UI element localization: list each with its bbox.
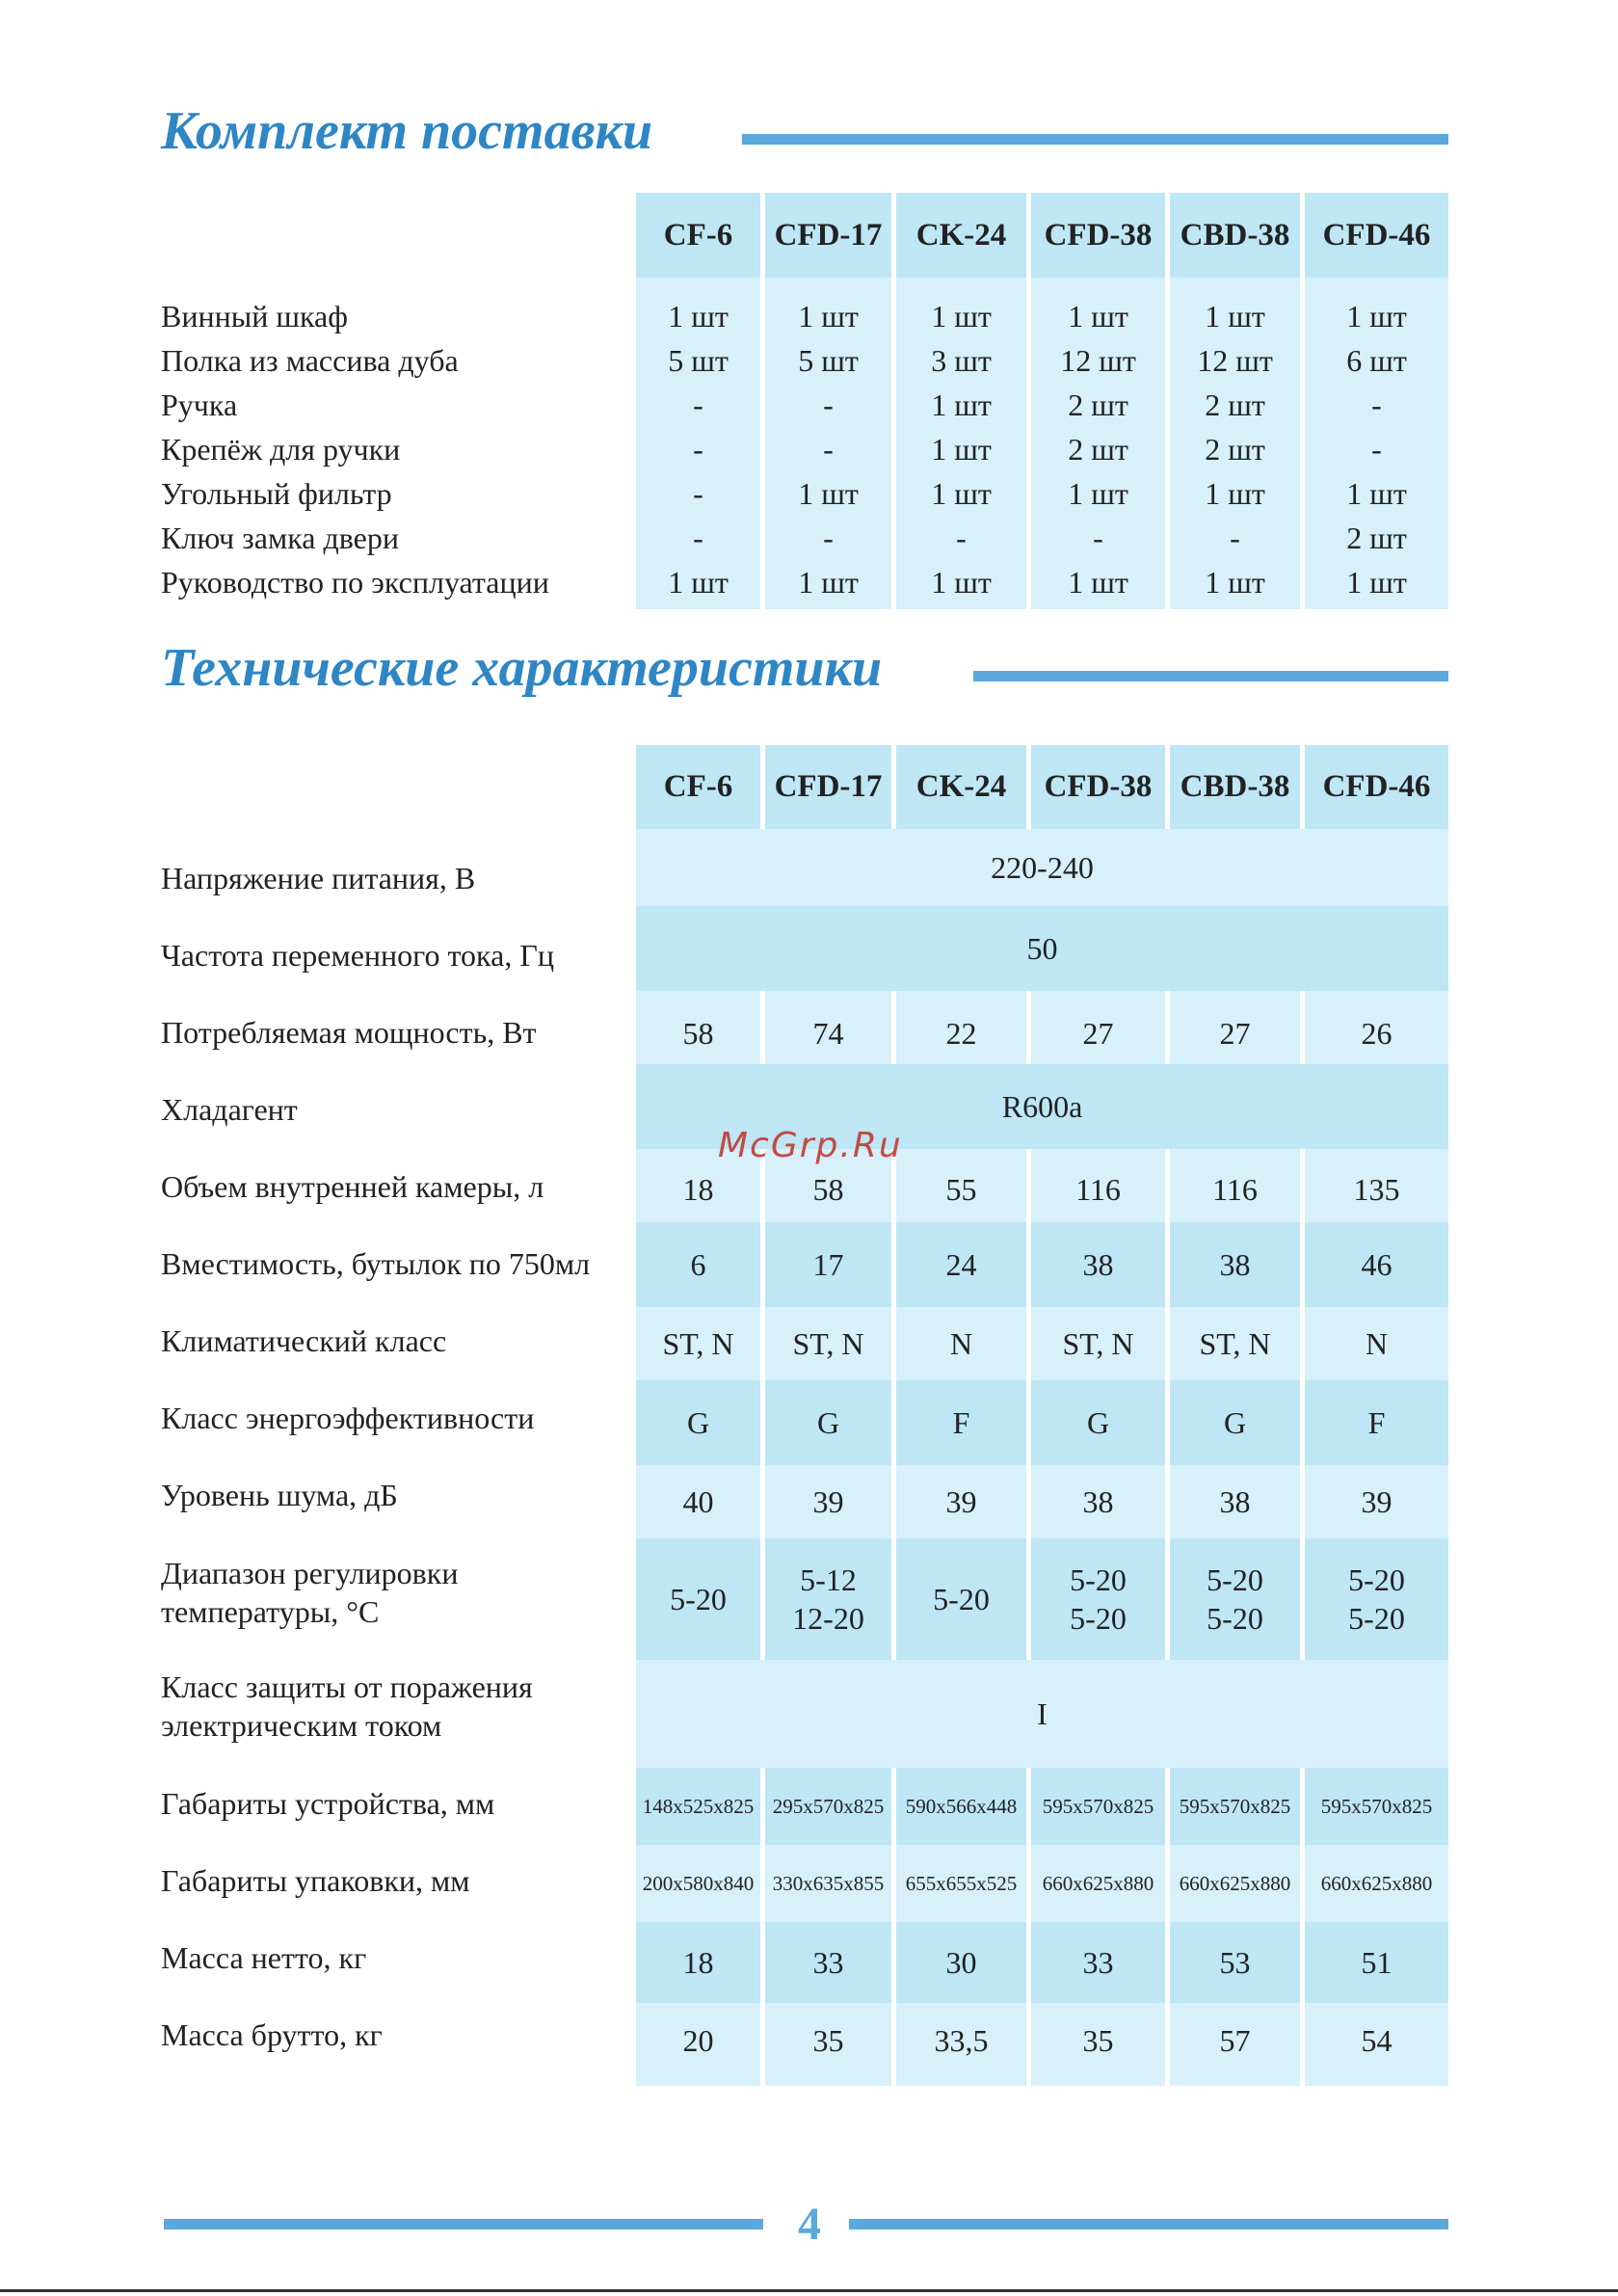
table-cell: 595x570x825 [1320,1795,1433,1818]
table-cell: 27 [1082,1016,1114,1051]
table-cell: G [816,1405,840,1440]
row-label: Полка из массива дуба [161,343,459,378]
section-title-specs: Технические характеристики [161,638,883,698]
table-cell: - [956,521,967,555]
table-cell: 39 [945,1484,977,1519]
table-cell: 116 [1212,1172,1258,1207]
model-header: CFD-46 [1305,745,1448,829]
table-cell: 1 шт [931,387,992,422]
table-cell: 2 шт [1068,432,1128,467]
table-cell: 2 шт [1205,432,1265,467]
table-cell: 39 [812,1484,844,1519]
table-cell: 1 шт [931,476,992,511]
table-cell: 1 шт [931,299,992,334]
footer-rule-right [849,2219,1448,2229]
table-cell: 55 [945,1172,977,1207]
row-label: Хладагент [161,1092,298,1127]
table-cell: 5-20 5-20 [1348,1562,1405,1636]
table-cell: 590x566x448 [905,1795,1018,1818]
table-cell: 1 шт [931,432,992,467]
table-cell: 58 [812,1172,844,1207]
table-cell: 5-20 5-20 [1207,1562,1263,1636]
table-cell: 660x625x880 [1320,1872,1433,1895]
table-cell: 57 [1219,2023,1251,2058]
table-cell: 5-20 [670,1582,727,1616]
table-cell: 38 [1219,1247,1251,1282]
row-label: Частота переменного тока, Гц [161,938,554,973]
table-cell: 38 [1082,1484,1114,1519]
table-cell: 295x570x825 [772,1795,885,1818]
table-cell: - [823,387,834,422]
table-cell: 74 [812,1016,844,1051]
table-cell: 1 шт [1346,299,1407,334]
table-cell: 51 [1361,1945,1393,1980]
table-cell: 200x580x840 [642,1872,755,1895]
table-cell: 116 [1075,1172,1121,1207]
table-cell: G [686,1405,710,1440]
table-cell: - [693,387,703,422]
table-cell: 27 [1219,1016,1251,1051]
table-cell: 38 [1219,1484,1251,1519]
table-cell: 33 [812,1945,844,1980]
table-cell: 12 шт [1060,343,1136,378]
table-cell: 660x625x880 [1042,1872,1154,1895]
table-cell: N [949,1326,973,1361]
table-cell: 1 шт [668,299,729,334]
row-label: Габариты упаковки, мм [161,1863,470,1898]
table-cell: 38 [1082,1247,1114,1282]
table-cell: 660x625x880 [1179,1872,1291,1895]
model-header: CBD-38 [1170,193,1300,278]
table-cell: N [1365,1326,1389,1361]
table-cell: 2 шт [1346,521,1407,555]
table-cell: 18 [682,1945,714,1980]
table-cell: G [1223,1405,1247,1440]
table-cell: 12 шт [1197,343,1273,378]
table-cell: I [1037,1695,1048,1731]
table-cell: 33 [1082,1945,1114,1980]
row-label: Вместимость, бутылок по 750мл [161,1246,591,1281]
row-label: Масса брутто, кг [161,2017,383,2052]
model-header: CK-24 [896,193,1026,278]
heading-rule [742,134,1448,145]
row-label: Ключ замка двери [161,521,399,555]
row-label: Угольный фильтр [161,476,392,511]
table-cell: 18 [682,1172,714,1207]
table-cell: 46 [1361,1247,1393,1282]
table-cell: ST, N [1062,1326,1134,1361]
table-cell: 1 шт [1205,299,1265,334]
row-label: Ручка [161,387,238,422]
table-cell: 53 [1219,1945,1251,1980]
table-cell: 58 [682,1016,714,1051]
table-cell: - [823,432,834,467]
row-label: Винный шкаф [161,299,348,334]
table-cell: 330x635x855 [772,1872,885,1895]
table-cell: 1 шт [1346,476,1407,511]
page-edge-line [0,2289,1618,2292]
heading-rule [973,671,1448,681]
table-cell: 1 шт [1068,476,1128,511]
table-cell: F [1367,1405,1386,1440]
table-cell: 2 шт [1068,387,1128,422]
table-cell: 22 [945,1016,977,1051]
model-header: CFD-38 [1031,193,1165,278]
row-label: Класс защиты от поражения [161,1669,533,1704]
page-number: 4 [798,2199,821,2250]
row-label: Габариты устройства, мм [161,1786,495,1821]
model-header: CFD-38 [1031,745,1165,829]
table-cell: - [1093,521,1103,555]
row-label: температуры, °С [161,1594,380,1629]
table-cell: 1 шт [798,299,859,334]
table-cell: 6 [690,1247,706,1282]
table-cell: - [1371,387,1382,422]
table-cell: 2 шт [1205,387,1265,422]
table-cell: ST, N [1199,1326,1271,1361]
table-cell: 220-240 [991,849,1094,885]
table-cell: 1 шт [1068,565,1128,600]
model-header: CFD-17 [765,745,891,829]
table-cell: 33,5 [934,2023,989,2058]
table-cell: 5-20 5-20 [1070,1562,1127,1636]
model-header: CFD-17 [765,193,891,278]
table-cell: 1 шт [798,476,859,511]
table-cell: - [693,476,703,511]
table-cell: 35 [1082,2023,1114,2058]
row-label: электрическим током [161,1708,442,1743]
model-header: CFD-46 [1305,193,1448,278]
row-label: Потребляемая мощность, Вт [161,1015,537,1050]
model-header: CBD-38 [1170,745,1300,829]
table-cell: 148x525x825 [642,1795,755,1818]
table-cell: 50 [1026,930,1058,966]
model-header: CF-6 [636,745,760,829]
table-cell: 5 шт [668,343,729,378]
footer-rule-left [164,2219,763,2229]
table-cell: 1 шт [668,565,729,600]
table-cell: 1 шт [798,565,859,600]
row-label: Уровень шума, дБ [161,1478,398,1512]
table-cell: - [693,432,703,467]
table-cell: - [1230,521,1240,555]
watermark: McGrp.Ru [718,1126,903,1165]
table-cell: 5-20 [933,1582,990,1616]
row-label: Класс энергоэффективности [161,1401,535,1435]
table-cell: F [952,1405,970,1440]
table-cell: 35 [812,2023,844,2058]
table-cell: 1 шт [1205,476,1265,511]
table-cell: - [823,521,834,555]
section-title-delivery-set: Комплект поставки [161,101,653,161]
table-cell: 1 шт [931,565,992,600]
table-cell: 595x570x825 [1179,1795,1291,1818]
table-cell: 26 [1361,1016,1393,1051]
table-cell: 54 [1361,2023,1393,2058]
table-cell: 20 [682,2023,714,2058]
row-label: Диапазон регулировки [161,1556,459,1590]
model-header: CK-24 [896,745,1026,829]
table-cell: 3 шт [931,343,992,378]
row-label: Руководство по эксплуатации [161,565,549,600]
row-label: Объем внутренней камеры, л [161,1169,544,1204]
table-cell: 40 [682,1484,714,1519]
table-cell: - [1371,432,1382,467]
row-label: Масса нетто, кг [161,1940,367,1975]
table-cell: 30 [945,1945,977,1980]
table-cell: G [1086,1405,1110,1440]
table-cell: 135 [1353,1172,1400,1207]
table-cell: 5 шт [798,343,859,378]
table-cell: ST, N [662,1326,734,1361]
row-label: Климатический класс [161,1323,447,1358]
table-cell: 655x655x525 [905,1872,1018,1895]
table-cell: 5-12 12-20 [792,1562,864,1636]
table-cell: 1 шт [1205,565,1265,600]
table-cell: ST, N [792,1326,864,1361]
table-cell: 24 [945,1247,977,1282]
table-cell: R600a [1001,1088,1083,1124]
table-cell: 17 [812,1247,844,1282]
row-label: Напряжение питания, В [161,861,476,895]
table-cell: 39 [1361,1484,1393,1519]
row-label: Крепёж для ручки [161,432,401,467]
table-cell: 595x570x825 [1042,1795,1154,1818]
table-cell: 1 шт [1068,299,1128,334]
table-cell: 6 шт [1346,343,1407,378]
table-cell: - [693,521,703,555]
model-header: CF-6 [636,193,760,278]
table-cell: 1 шт [1346,565,1407,600]
